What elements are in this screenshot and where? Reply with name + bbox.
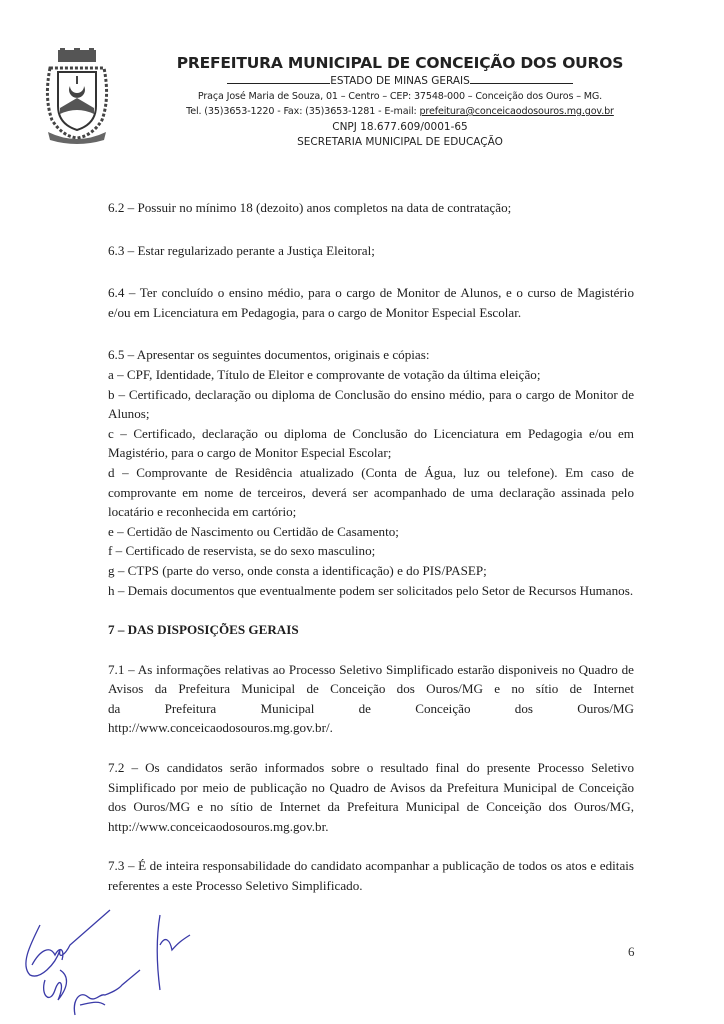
state-label: ESTADO DE MINAS GERAIS (330, 75, 470, 87)
section-7-heading: 7 – DAS DISPOSIÇÕES GERAIS (108, 622, 299, 638)
item-6-4: 6.4 – Ter concluído o ensino médio, para o cargo de Monitor de Alunos, e o curso de Magistério e/ou em Licenciatura em Pedagogia, para o cargo de Monitor Especial Escolar. (108, 285, 634, 320)
item-6-5-e: e – Certidão de Nascimento ou Certidão de Casamento; (108, 523, 399, 539)
item-7-1: 7.1 – As informações relativas ao Processo Seletivo Simplificado estarão disponiveis no Quadro de Avisos da Prefeitura Municipal de Conceição dos Ouros/MG e no sítio de Internet (108, 661, 634, 697)
signatures-icon (10, 905, 250, 1020)
letterhead-address: Praça José Maria de Souza, 01 – Centro – CEP: 37548-000 – Conceição dos Ouros – MG. (197, 91, 603, 102)
item-6-5-a: a – CPF, Identidade, Título de Eleitor e comprovante de votação da última eleição; (108, 366, 541, 382)
item-6-5-f: f – Certificado de reservista, se do sexo masculino; (108, 543, 376, 559)
letterhead-state (160, 75, 640, 87)
word: Prefeitura (164, 700, 217, 716)
coat-of-arms-icon (44, 48, 110, 148)
email-link[interactable]: prefeitura@conceicaodosouros.mg.gov.br (419, 106, 614, 117)
document-body (108, 198, 634, 896)
item-7-3: 7.3 – É de inteira responsabilidade do candidato acompanhar a publicação de todos os atos e editais referentes a este Processo Seletivo Simplificado. (108, 858, 634, 894)
item-6-5-c: c – Certificado, declaração ou diploma de Conclusão do Licenciatura em Pedagogia e/ou em Magistério, para o cargo de Monitor Especial Escolar; (108, 425, 634, 461)
letterhead-contact (160, 106, 640, 117)
word: de (358, 700, 371, 716)
word: Conceição (415, 700, 471, 716)
letterhead-secretariat: SECRETARIA MUNICIPAL DE EDUCAÇÃO (297, 136, 503, 148)
item-7-2: 7.2 – Os candidatos serão informados sobre o resultado final do presente Processo Seletivo Simplificado por meio de publicação no Quadro de Avisos da Prefeitura Municipal de Conceição dos Ouros/MG e no sítio de Internet da Prefeitura Municipal de Conceição dos Ouros/MG, http://www.conceicaodosouros.mg.gov.br. (108, 760, 634, 834)
word: da (108, 700, 121, 716)
letterhead-title: PREFEITURA MUNICIPAL DE CONCEIÇÃO DOS OUROS (176, 54, 624, 72)
item-6-5-d: d – Comprovante de Residência atualizado (Conta de Água, luz ou telefone). Em caso de comprovante em nome de terceiros, deverá ser acompanhado de uma declaração assinada pelo locatário e reconhecida em cartório; (108, 464, 634, 520)
item-6-5-g: g – CTPS (parte do verso, onde consta a identificação) e do PIS/PASEP; (108, 562, 487, 578)
phone-fax: Tel. (35)3653-1220 - Fax: (35)3653-1281 - E-mail: (186, 106, 420, 117)
item-6-5-h: h – Demais documentos que eventualmente podem ser solicitados pelo Setor de Recursos Humanos. (108, 582, 634, 598)
item-6-2: 6.2 – Possuir no mínimo 18 (dezoito) anos completos na data de contratação; (108, 200, 512, 215)
item-6-5-b: b – Certificado, declaração ou diploma de Conclusão do ensino médio, para o cargo de Monitor de Alunos; (108, 386, 634, 422)
word: Municipal (260, 700, 315, 716)
page-number: 6 (628, 944, 635, 959)
item-6-3: 6.3 – Estar regularizado perante a Justiça Eleitoral; (108, 242, 375, 258)
item-6-5: 6.5 – Apresentar os seguintes documentos, originais e cópias: (108, 347, 430, 363)
item-7-1-url: http://www.conceicaodosouros.mg.gov.br/. (108, 720, 333, 736)
item-7-1-spread-line (108, 699, 634, 719)
letterhead (160, 54, 640, 148)
letterhead-cnpj: CNPJ 18.677.609/0001-65 (332, 121, 468, 133)
word: Ouros/MG (577, 700, 634, 716)
word: dos (514, 700, 533, 716)
